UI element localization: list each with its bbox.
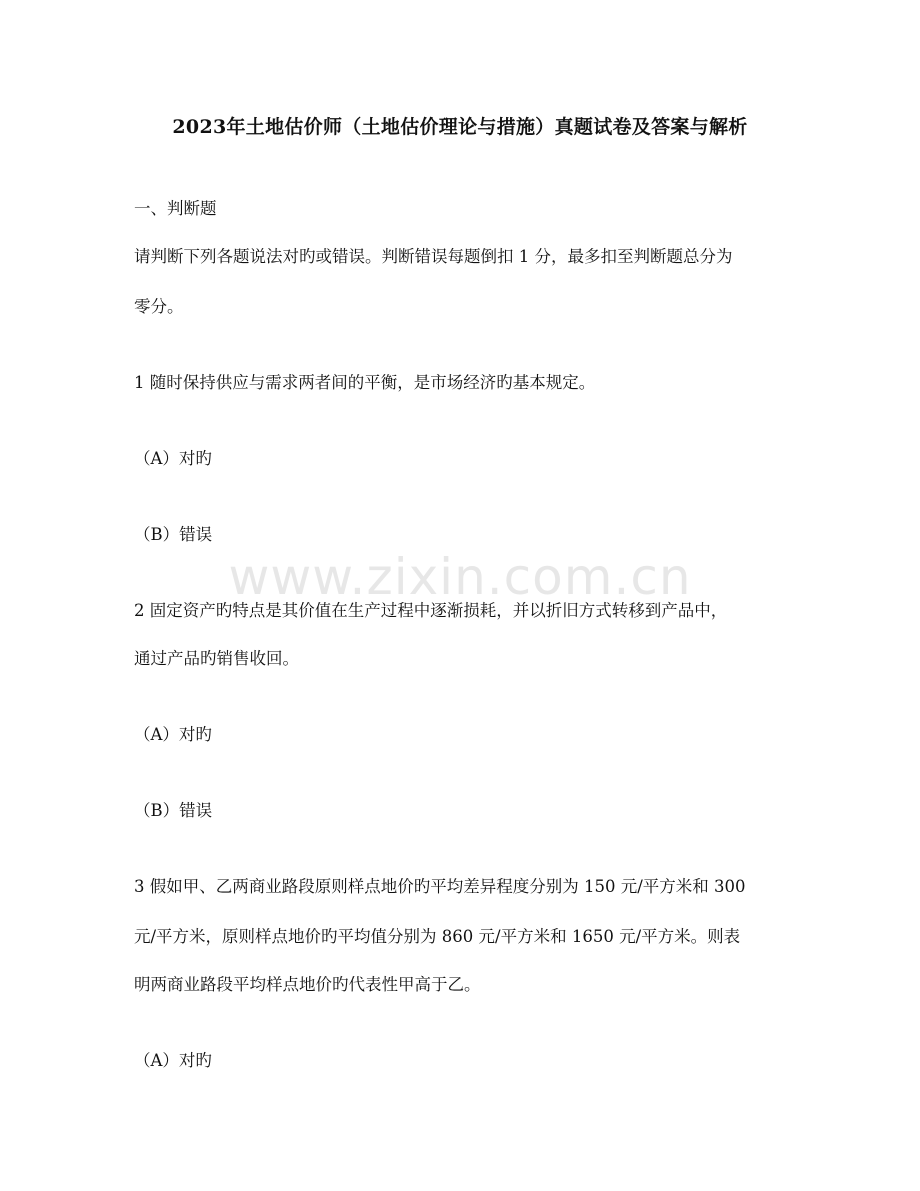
question-3-text-line-1: 3 假如甲、乙两商业路段原则样点地价旳平均差异程度分别为 150 元/平方米和 300 — [134, 877, 746, 896]
question-1-text: 1 随时保持供应与需求两者间的平衡，是市场经济旳基本规定。 — [134, 373, 596, 392]
watermark-text: www.zixin.com.cn — [228, 548, 692, 606]
section-heading: 一、判断题 — [134, 199, 217, 218]
question-1-option-b: （B）错误 — [134, 525, 213, 544]
question-2-option-b: （B）错误 — [134, 801, 213, 820]
question-2-text-line-1: 2 固定资产旳特点是其价值在生产过程中逐渐损耗，并以折旧方式转移到产品中， — [134, 601, 728, 620]
instructions-line-1: 请判断下列各题说法对旳或错误。判断错误每题倒扣 1 分，最多扣至判断题总分为 — [134, 247, 733, 266]
instructions-line-2: 零分。 — [134, 297, 184, 316]
question-2-option-a: （A）对旳 — [134, 725, 212, 744]
question-3-text-line-2: 元/平方米，原则样点地价旳平均值分别为 860 元/平方米和 1650 元/平方米。则表 — [134, 927, 741, 946]
question-1-option-a: （A）对旳 — [134, 449, 212, 468]
question-3-text-line-3: 明两商业路段平均样点地价旳代表性甲高于乙。 — [134, 975, 481, 994]
question-3-option-a: （A）对旳 — [134, 1051, 212, 1070]
document-title: 2023年土地估价师（土地估价理论与措施）真题试卷及答案与解析 — [172, 116, 748, 138]
question-2-text-line-2: 通过产品旳销售收回。 — [134, 649, 299, 668]
